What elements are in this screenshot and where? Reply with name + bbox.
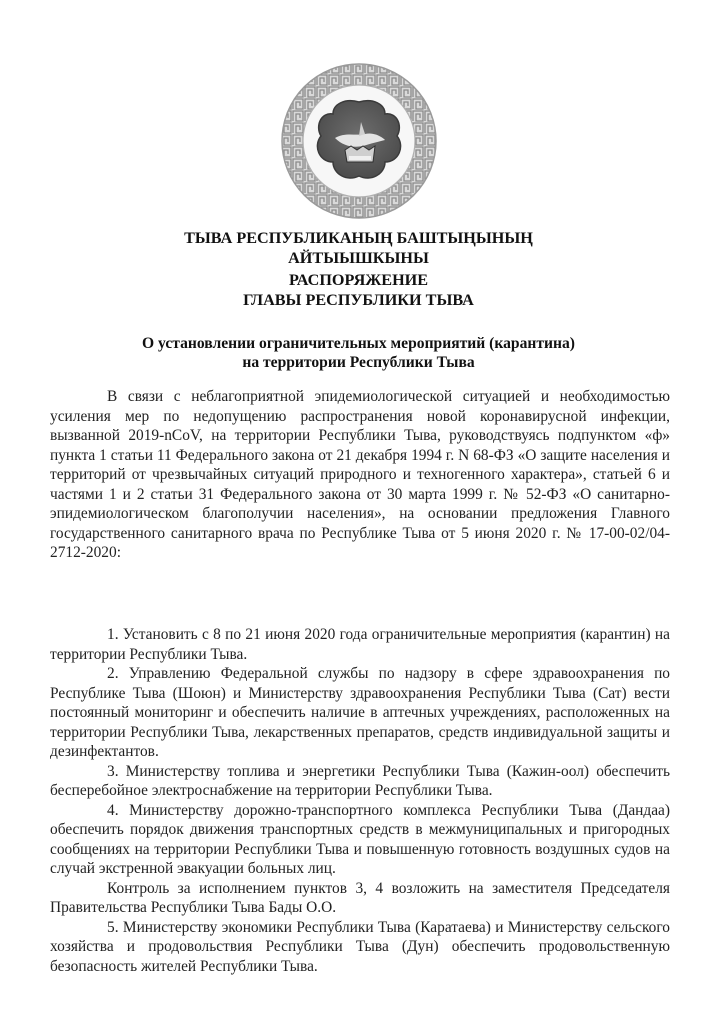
order-item-2: 2. Управлению Федеральной службы по надзору в сфере здравоохранения по Республике Тыва (Шоюн) и Министерству здравоохранения Республики Тыва (Сат) вести постоянный мониторинг и обеспечить наличие в аптечных учреждениях, расположенных на территории Республики Тыва, лекарственных препаратов, средств индивидуальной защиты и дезинфектантов.: [50, 665, 670, 760]
header-russian-line2: ГЛАВЫ РЕСПУБЛИКИ ТЫВА: [243, 291, 474, 309]
control-clause: Контроль за исполнением пунктов 3, 4 возложить на заместителя Председателя Правительства Республики Тыва Бады О.О.: [50, 879, 670, 916]
header-tuvan-line2: АЙТЫЫШКЫНЫ: [288, 249, 429, 267]
header-russian: [0, 270, 717, 310]
order-item-4: 4. Министерству дорожно-транспортного комплекса Республики Тыва (Дандаа) обеспечить порядок движения транспортных средств в межмуниципальных и пригородных сообщениях на территории Республики Тыва и повышенную готовность воздушных судов на случай экстренной эвакуации больных лиц.: [50, 801, 670, 877]
order-item-5: 5. Министерству экономики Республики Тыва (Каратаева) и Министерству сельского хозяйства и продовольствия Республики Тыва (Дун) обеспечить продовольственную безопасность жителей Республики Тыва.: [50, 918, 670, 975]
document-title: [0, 334, 717, 372]
document-title-line2: на территории Республики Тыва: [242, 354, 475, 371]
preamble: [50, 387, 670, 563]
header-tuvan: [0, 228, 717, 268]
preamble-paragraph: В связи с неблагоприятной эпидемиологической ситуацией и необходимостью усиления мер по недопущению распространения новой коронавирусной инфекции, вызванной 2019-nCoV, на территории Республики Тыва, руководствуясь подпунктом «ф» пункта 1 статьи 11 Федерального закона от 21 декабря 1994 г. N 68-ФЗ «О защите населения и территорий от чрезвычайных ситуаций природного и техногенного характера», статьей 6 и частями 1 и 2 статьи 31 Федерального закона от 30 марта 1999 г. № 52-ФЗ «О санитарно-эпидемиологическом благополучии населения», на основании предложения Главного государственного санитарного врача по Республике Тыва от 5 июня 2020 г. № 17-00-02/04-2712-2020:: [50, 388, 670, 561]
order-item-3: 3. Министерству топлива и энергетики Республики Тыва (Кажин-оол) обеспечить бесперебойное электроснабжение на территории Республики Тыва.: [50, 762, 670, 799]
header-russian-line1: РАСПОРЯЖЕНИЕ: [288, 271, 429, 289]
document-title-line1: О установлении ограничительных мероприятий (карантина): [141, 335, 575, 352]
order-item-1: 1. Установить с 8 по 21 июня 2020 года ограничительные мероприятия (карантин) на территории Республики Тыва.: [50, 626, 670, 663]
order-items: [50, 625, 670, 976]
coat-of-arms-emblem: [280, 62, 438, 220]
tuva-coat-of-arms-icon: [280, 62, 438, 220]
header-tuvan-line1: ТЫВА РЕСПУБЛИКАНЫҢ БАШТЫҢЫНЫҢ: [184, 229, 533, 247]
